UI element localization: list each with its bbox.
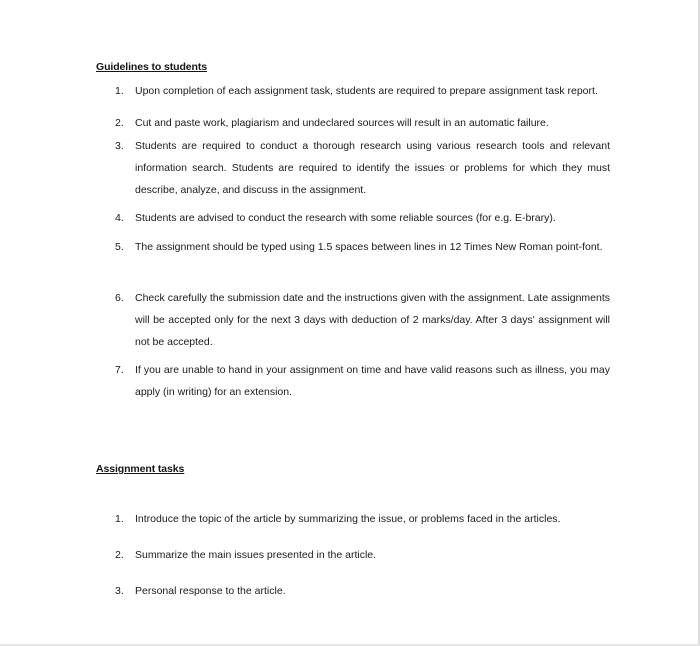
guideline-text: Upon completion of each assignment task, students are required to prepare assignment task report. — [135, 85, 598, 97]
task-item-3 — [115, 580, 610, 602]
guideline-text: The assignment should be typed using 1.5 spaces between lines in 12 Times New Roman point-font. — [135, 241, 603, 253]
task-item-2 — [115, 544, 610, 566]
guideline-item-7 — [115, 359, 610, 403]
tasks-heading: Assignment tasks — [96, 463, 185, 475]
guideline-text: Students are required to conduct a thorough research using various research tools and relevant information search. Students are required to identify the issues or problems for which they must describe, analyze, and discuss in the assignment. — [135, 140, 610, 196]
guideline-item-2 — [115, 115, 610, 131]
task-text: Introduce the topic of the article by summarizing the issue, or problems faced in the articles. — [135, 513, 561, 525]
guidelines-heading: Guidelines to students — [96, 61, 207, 73]
guideline-item-4 — [115, 207, 610, 229]
guideline-item-1 — [115, 83, 610, 99]
guideline-item-6 — [115, 287, 610, 353]
guideline-text: Check carefully the submission date and the instructions given with the assignment. Late assignments will be accepted only for the next 3 days with deduction of 2 marks/day. After 3 days' assignment will not be accepted. — [135, 292, 610, 348]
guideline-text: Students are advised to conduct the research with some reliable sources (for e.g. E-brary). — [135, 212, 556, 224]
guideline-number: 4. — [115, 212, 124, 224]
guideline-text: Cut and paste work, plagiarism and undeclared sources will result in an automatic failure. — [135, 117, 549, 129]
guideline-item-5 — [115, 236, 610, 258]
task-number: 1. — [115, 513, 124, 525]
task-number: 3. — [115, 585, 124, 597]
guideline-number: 2. — [115, 117, 124, 129]
task-number: 2. — [115, 549, 124, 561]
guideline-number: 3. — [115, 140, 124, 152]
guideline-number: 5. — [115, 241, 124, 253]
task-text: Summarize the main issues presented in the article. — [135, 549, 377, 561]
guideline-number: 6. — [115, 292, 124, 304]
task-text: Personal response to the article. — [135, 585, 286, 597]
guideline-text: If you are unable to hand in your assignment on time and have valid reasons such as illness, you may apply (in writing) for an extension. — [135, 364, 610, 398]
guideline-number: 7. — [115, 364, 124, 376]
guideline-item-3 — [115, 135, 610, 201]
task-item-1 — [115, 508, 610, 530]
guideline-number: 1. — [115, 85, 124, 97]
